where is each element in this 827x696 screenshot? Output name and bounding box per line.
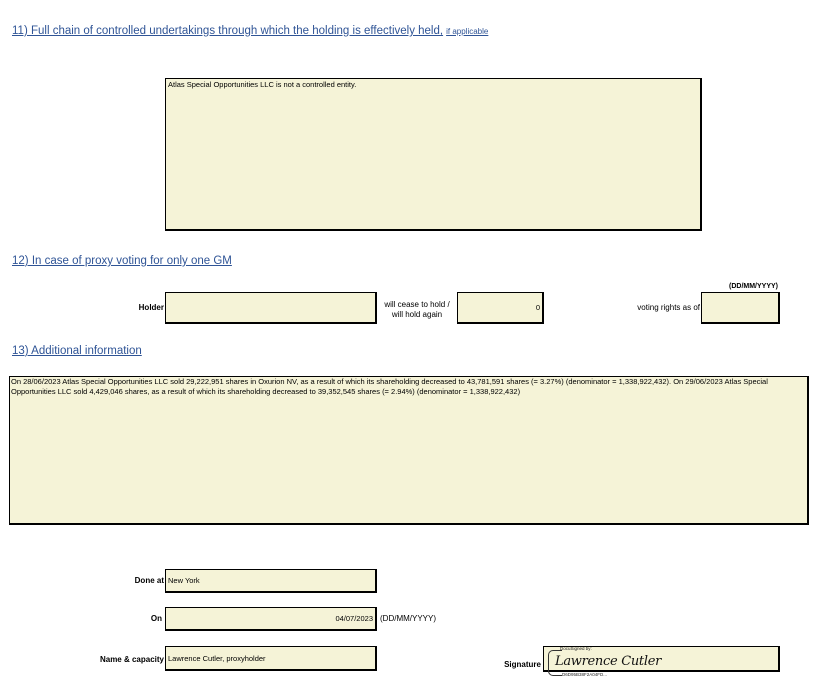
name-capacity-label: Name & capacity [99,655,164,664]
on-date-field[interactable] [165,607,377,631]
section-13-title: 13) Additional information [12,345,142,357]
cease-hold-field[interactable] [457,292,544,324]
additional-information-text: On 28/06/2023 Atlas Special Opportunities LLC sold 29,222,951 shares in Oxurion NV, as a result of which its shareholding decreased to 43,781,591 shares (= 3.27%) (denominator = 1,338,922,432). On 29/06/2023 Atlas Special Opportunities LLC sold 4,429,046 shares, as a result of which its shareholding decreased to 39,352,545 shares (= 2.94%) (denominator = 1,338,922,432) [11,377,770,396]
section-11-note: if applicable [446,27,489,36]
holder-label: Holder [138,303,164,312]
cease-hold-value: 0 [535,303,540,312]
section-13-heading [12,345,142,357]
voting-date-format: (DD/MM/YYYY) [729,283,778,290]
done-at-field[interactable] [165,569,377,593]
done-at-label: Done at [134,576,164,585]
holder-field[interactable] [165,292,377,324]
docusign-stamp-header: DocuSigned by: [560,646,592,651]
voting-rights-date-field[interactable] [701,292,780,324]
on-label: On [150,614,162,623]
section-11-title: 11) Full chain of controlled undertakings through which the holding is effectively held, [12,25,444,37]
on-date-format: (DD/MM/YYYY) [380,614,436,623]
section-12-title: 12) In case of proxy voting for only one GM [12,255,232,267]
cease-hold-label: will cease to hold / will hold again [384,300,450,319]
section-11-heading [12,25,488,37]
holder-value [166,293,375,295]
docusign-stamp-id: D6D95B38F2A04FD... [562,672,608,677]
signature-name: Lawrence Cutler [555,654,662,669]
signature-field[interactable] [543,646,780,677]
controlled-undertakings-field[interactable] [165,78,702,231]
voting-rights-date-value [702,293,778,295]
on-date-value: 04/07/2023 [335,614,373,623]
done-at-value: New York [168,576,200,585]
signature-label: Signature [504,660,541,669]
additional-information-field[interactable] [9,376,809,525]
voting-rights-label: voting rights as of [637,303,700,312]
name-capacity-field[interactable] [165,646,377,671]
docusign-stamp [548,646,662,678]
controlled-undertakings-text: Atlas Special Opportunities LLC is not a controlled entity. [168,80,357,89]
name-capacity-value: Lawrence Cutler, proxyholder [168,654,266,663]
section-12-heading [12,255,232,267]
